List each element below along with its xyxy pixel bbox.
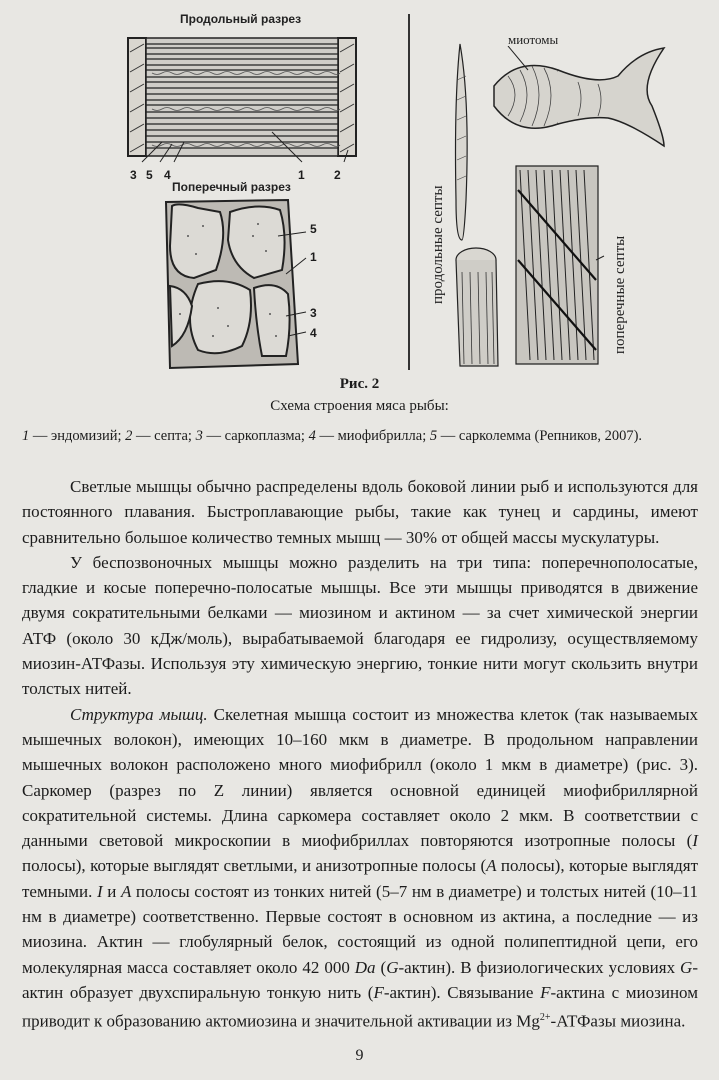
legend-number: 2	[125, 428, 133, 444]
italic-term: F	[540, 982, 551, 1002]
fish-tail-drawing	[488, 46, 668, 150]
paragraph-3	[22, 702, 698, 1035]
text-run: -актин образует двухспиральную тонкую нить (	[22, 957, 698, 1002]
text-run: полосы состоят из тонких нитей (5–7 нм в диаметре) и толстых нитей (10–11 нм в диаметре) соответственно. Первые состоят в основном из актина, а последние — из миозина. Актин — глобулярный белок, состоящий из одной полипептидной цепи, его молекулярная масса составляет около 42 000	[22, 881, 698, 977]
superscript: 2+	[539, 1012, 551, 1024]
label-longitudinal-section: Продольный разрез	[180, 12, 302, 26]
italic-term: F	[373, 982, 384, 1002]
italic-term: A	[486, 856, 497, 876]
italic-term: I	[692, 831, 698, 851]
italic-term: G	[386, 957, 399, 977]
figure-side-number-4: 4	[310, 326, 317, 340]
legend-text: — септа;	[132, 428, 196, 444]
legend-number: 1	[22, 428, 30, 444]
legend-number: 5	[429, 428, 438, 444]
text-run: Скелетная мышца состоит из множества клеток (так называемых мышечных волокон), имеющих 10–160 мкм в диаметре. В продольном направлении мышечных волокон расположено много миофибрилл (около 1 мкм в диаметре) (рис. 3). Саркомер (разрез по Z линии) является основной единицей миофибриллярной сократительной системы. Длина саркомера составляет около 2 мкм. В соответствии с данными световой микроскопии в миофибриллах повторяются изотропные полосы (	[22, 704, 698, 851]
figure-side-number-3: 3	[310, 306, 317, 320]
text-run: (	[375, 957, 387, 977]
italic-term: I	[96, 881, 103, 901]
figure-fish-meat-structure	[108, 10, 688, 370]
body-text	[22, 474, 698, 1034]
figure-caption-title: Рис. 2	[339, 376, 380, 392]
legend-text: — эндомизий;	[29, 428, 126, 444]
italic-term: A	[120, 881, 132, 901]
legend-text: — саркоплазма;	[202, 428, 309, 444]
figure-legend	[22, 426, 698, 447]
label-transverse-septa: поперечные септы	[612, 235, 628, 354]
paragraph-2: У беспозвоночных мышцы можно разделить на три типа: поперечнополосатые, гладкие и косые поперечно-полосатые мышцы. Все эти мышцы приводятся в движение двумя сократительными белками — миозином и актином — за счет химической энергии АТФ (около 30 кДж/моль), вырабатываемой благодаря ее гидролизу, осуществляемому миозин-АТФазы. Используя эту химическую энергию, тонкие нити могут скользить внутри толстых нитей.	[22, 552, 698, 699]
text-run: -актин). В физиологических условиях	[398, 957, 681, 977]
figure-number-1: 1	[298, 168, 305, 182]
label-longitudinal-septa: продольные септы	[430, 185, 446, 304]
figure-caption-subtitle: Схема строения мяса рыбы:	[270, 398, 449, 414]
legend-number: 3	[195, 428, 203, 444]
muscle-fiber-bundle-drawing	[452, 246, 502, 370]
figure-side-number-5: 5	[310, 222, 317, 236]
figure-number-3: 3	[130, 168, 137, 182]
section-heading-italic: Структура мышц.	[70, 704, 208, 724]
legend-number: 4	[308, 428, 316, 444]
figure-number-2: 2	[334, 168, 341, 182]
text-run: полосы), которые выглядят светлыми, и анизотропные полосы (	[22, 856, 487, 876]
transverse-section-drawing	[158, 196, 308, 372]
label-myotomes: миотомы	[508, 32, 559, 47]
text-run: и	[102, 881, 121, 901]
transverse-septa-drawing	[506, 160, 606, 370]
legend-text: — сарколемма (Репников, 2007).	[437, 428, 643, 444]
figure-number-5: 5	[146, 168, 153, 182]
italic-term: Da	[354, 957, 376, 977]
text-run: -актина с миозином приводит к образованию актомиозина и значительной активации из Mg	[22, 982, 698, 1031]
legend-text: — миофибрилла;	[315, 428, 430, 444]
longitudinal-section-drawing	[122, 32, 362, 164]
italic-term: G	[680, 957, 693, 977]
text-run: -актин). Связывание	[383, 982, 541, 1002]
figure-divider-line	[408, 14, 410, 370]
paragraph-1: Светлые мышцы обычно распределены вдоль боковой линии рыб и используются для постоянного плавания. Быстроплавающие рыбы, такие как тунец и сардины, имеют сравнительно большое количество темных мышц — 30% от общей массы мускулатуры.	[22, 477, 698, 547]
text-run: -АТФазы миозина.	[550, 1011, 686, 1031]
figure-side-number-1: 1	[310, 250, 317, 264]
text-run: полосы), которые выглядят темными.	[22, 856, 699, 901]
page-number: 9	[355, 1047, 364, 1064]
label-transverse-section: Поперечный разрез	[172, 180, 291, 194]
figure-number-4: 4	[164, 168, 171, 182]
